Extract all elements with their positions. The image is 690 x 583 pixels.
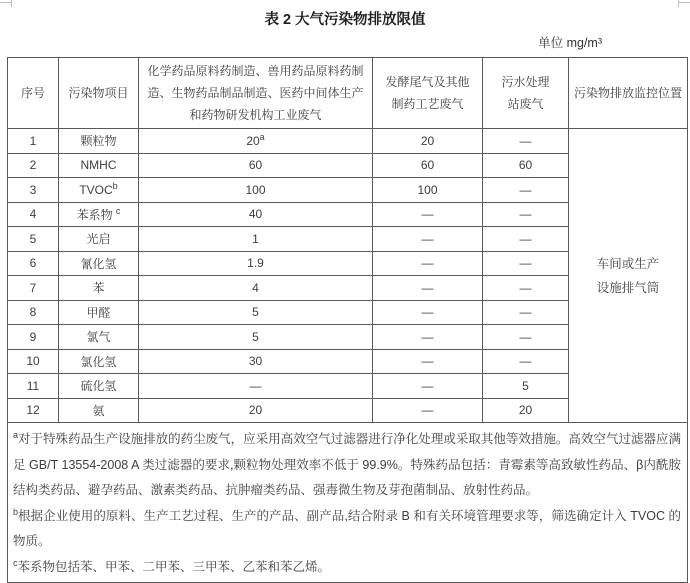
limit-fermentation: —	[373, 374, 483, 399]
limit-chemical: 60	[139, 153, 373, 178]
limit-wastewater: —	[483, 202, 569, 227]
header-row	[8, 58, 688, 129]
limit-chemical: 4	[139, 276, 373, 301]
limit-superscript: a	[259, 131, 265, 142]
limit-wastewater: 5	[483, 374, 569, 399]
limit-fermentation: —	[373, 398, 483, 423]
footnote-text: 根据企业使用的原料、生产工艺过程、生产的产品、副产品,结合附录 B 和有关环境管理要求等，筛选确定计入 TVOC 的物质。	[13, 508, 681, 548]
limit-wastewater: —	[483, 349, 569, 374]
limit-chemical: 30	[139, 349, 373, 374]
footnotes-cell	[8, 423, 688, 583]
footnote-text: 对于特殊药品生产设施排放的药尘废气，应采用高效空气过滤器进行净化处理或采取其他等效措施。高效空气过滤器应满足 GB/T 13554-2008 A 类过滤器的要求,颗粒物处理效率不低于 99.9%。特殊药品包括：青霉素等高致敏性药品、β内酰胺结构类药品、避孕药品、激素类药品、抗肿瘤类药品、强毒微生物及芽孢菌制品、放射性药品。	[13, 432, 681, 497]
limit-wastewater: 60	[483, 153, 569, 178]
pollutant-name: 氨	[59, 398, 139, 423]
header-chemical-api-waste-gas: 化学药品原料药制造、兽用药品原料药制造、生物药品制品制造、医药中间体生产和药物研发机构工业废气	[139, 58, 373, 129]
footnote-text: 苯系物包括苯、甲苯、二甲苯、三甲苯、乙苯和苯乙烯。	[17, 559, 331, 574]
page-crop-artifact-right	[678, 2, 690, 3]
row-number: 8	[8, 300, 59, 325]
limit-chemical: 5	[139, 300, 373, 325]
limit-wastewater: —	[483, 251, 569, 276]
pollutant-name: 氯气	[59, 325, 139, 350]
footnote-b	[13, 504, 681, 555]
pollutant-name: 甲醛	[59, 300, 139, 325]
footnote-a	[13, 427, 681, 504]
limit-chemical: 1.9	[139, 251, 373, 276]
row-number: 1	[8, 129, 59, 154]
page-crop-artifact-left-tick	[11, 0, 12, 7]
row-number: 7	[8, 276, 59, 301]
limit-fermentation: —	[373, 325, 483, 350]
limit-wastewater: 20	[483, 398, 569, 423]
limit-wastewater: —	[483, 325, 569, 350]
limit-wastewater: —	[483, 129, 569, 154]
row-number: 4	[8, 202, 59, 227]
pollutant-name	[59, 202, 139, 227]
pollutant-name: 苯	[59, 276, 139, 301]
limit-fermentation: —	[373, 300, 483, 325]
table-title: 表 2 大气污染物排放限值	[264, 12, 426, 28]
limit-chemical: 100	[139, 178, 373, 203]
emission-limits-table	[7, 57, 688, 583]
table-row	[8, 129, 688, 154]
pollutant-text: TVOC	[79, 182, 113, 197]
limit-fermentation: 20	[373, 129, 483, 154]
monitoring-location-cell	[569, 129, 688, 423]
limit-fermentation: —	[373, 227, 483, 252]
footnote-marker: a	[13, 429, 19, 440]
header-pollutant: 污染物项目	[59, 58, 139, 129]
row-number: 12	[8, 398, 59, 423]
pollutant-name	[59, 178, 139, 203]
row-number: 9	[8, 325, 59, 350]
limit-wastewater: —	[483, 276, 569, 301]
monitoring-location-line: 设施排气筒	[596, 280, 660, 295]
pollutant-name: 氯化氢	[59, 349, 139, 374]
limit-wastewater: —	[483, 300, 569, 325]
footnote-marker: c	[13, 557, 18, 568]
pollutant-name: 光启	[59, 227, 139, 252]
pollutant-superscript: c	[115, 205, 121, 216]
footnote-c	[13, 555, 681, 581]
limit-fermentation: —	[373, 349, 483, 374]
limit-wastewater: —	[483, 227, 569, 252]
pollutant-name: 颗粒物	[59, 129, 139, 154]
limit-chemical: 20	[139, 398, 373, 423]
limit-chemical: 40	[139, 202, 373, 227]
limit-wastewater: —	[483, 178, 569, 203]
limit-chemical	[139, 129, 373, 154]
row-number: 3	[8, 178, 59, 203]
pollutant-text: 苯系物	[76, 207, 116, 222]
limit-chemical: 5	[139, 325, 373, 350]
limit-chemical: 1	[139, 227, 373, 252]
header-serial: 序号	[8, 58, 59, 129]
row-number: 6	[8, 251, 59, 276]
limit-fermentation: 60	[373, 153, 483, 178]
row-number: 11	[8, 374, 59, 399]
header-wastewater-station-gas: 污水处理站废气	[483, 58, 569, 129]
footnote-marker: b	[13, 506, 19, 517]
row-number: 2	[8, 153, 59, 178]
pollutant-name: 硫化氢	[59, 374, 139, 399]
limit-fermentation: —	[373, 276, 483, 301]
pollutant-name: NMHC	[59, 153, 139, 178]
page-crop-artifact-right-tick	[678, 0, 679, 7]
header-monitoring-location: 污染物排放监控位置	[569, 58, 688, 129]
header-fermentation-waste-gas: 发酵尾气及其他制药工艺废气	[373, 58, 483, 129]
monitoring-location-line: 车间或生产	[596, 256, 660, 271]
row-number: 10	[8, 349, 59, 374]
limit-fermentation: —	[373, 202, 483, 227]
limit-chemical: —	[139, 374, 373, 399]
limit-fermentation: 100	[373, 178, 483, 203]
pollutant-name: 氰化氢	[59, 251, 139, 276]
footnotes-row	[8, 423, 688, 583]
unit-label: 单位 mg/m³	[538, 36, 602, 50]
limit-value: 20	[246, 133, 260, 148]
pollutant-superscript: b	[112, 180, 118, 191]
limit-fermentation: —	[373, 251, 483, 276]
row-number: 5	[8, 227, 59, 252]
